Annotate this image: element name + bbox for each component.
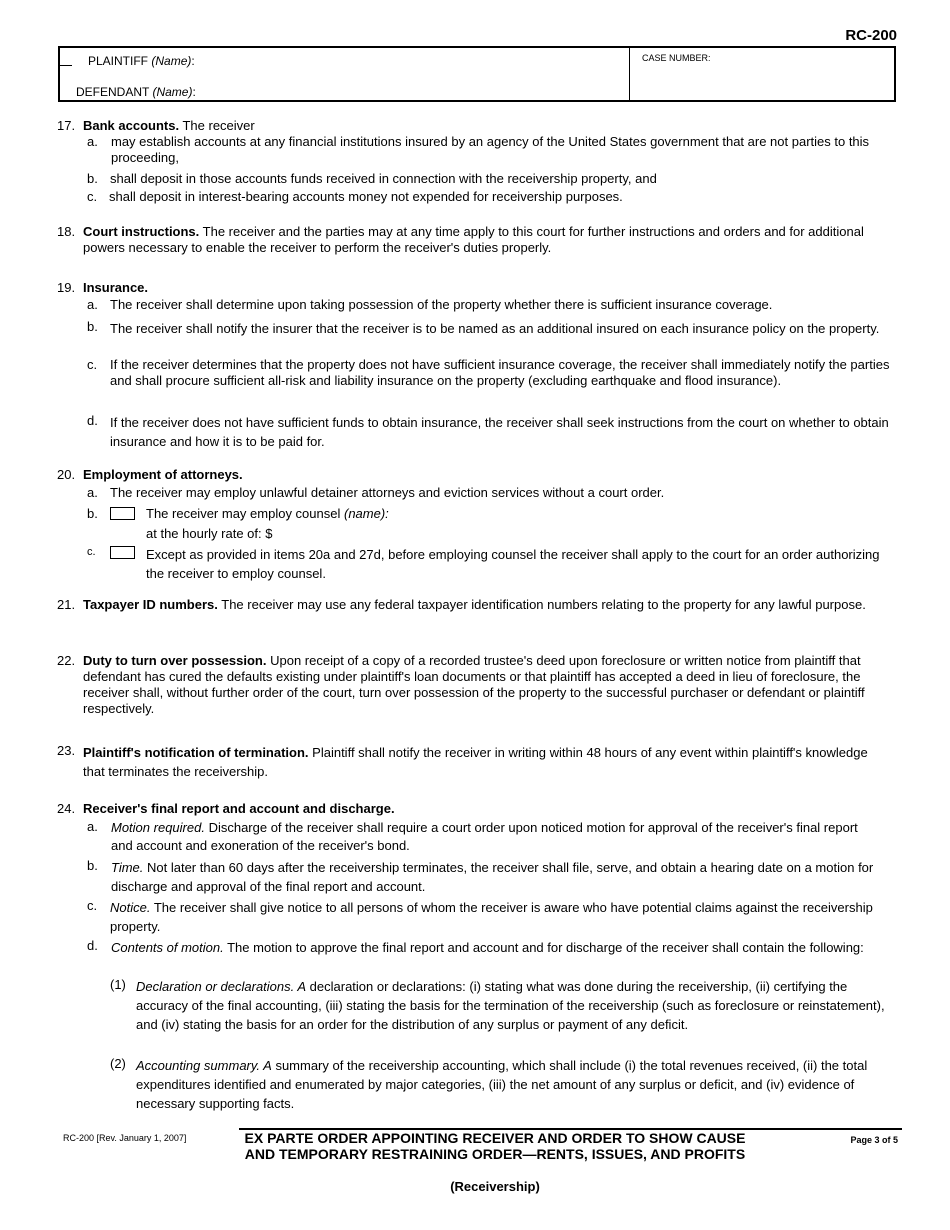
- item-22-text: Duty to turn over possession. Upon receipt of a copy of a recorded trustee's deed upon foreclosure or written notice from plaintiff that defendant has cured the defaults existing under plaintiff's loan documents or that plaintiff has accepted a deed in lieu of foreclosure, the receiver shall, without further order of the court, turn over possession of the property to the successful purchaser or defendant or plaintiff respectively.: [83, 653, 865, 716]
- defendant-field[interactable]: DEFENDANT (Name):: [76, 85, 196, 99]
- defendant-label: DEFENDANT: [76, 85, 150, 99]
- item-20a-text: The receiver may employ unlawful detainer attorneys and eviction services without a court order.: [110, 485, 665, 500]
- item-24a-label: a.: [87, 819, 98, 834]
- item-24d2-label: (2): [110, 1056, 126, 1071]
- item-24b-label: b.: [87, 858, 98, 873]
- item-20-number: 20.: [57, 467, 76, 482]
- item-18-text: Court instructions. The receiver and the parties may at any time apply to this court for further instructions and orders and for additional powers necessary to enable the receiver to perform the receiver's duties properly.: [83, 224, 864, 255]
- item-19a-text: The receiver shall determine upon taking possession of the property whether there is sufficient insurance coverage.: [110, 297, 773, 312]
- item-24d2-text: Accounting summary. A summary of the receivership accounting, which shall include (i) the total revenues received, (ii) the total expenditures identified and enumerated by major categories, (iii) the net amount of any surplus or deficit, and (iv) evidence of necessary supporting facts.: [136, 1058, 868, 1111]
- item-20c-text: Except as provided in items 20a and 27d, before employing counsel the receiver shall apply to the court for an order authorizing the receiver to employ counsel.: [146, 547, 880, 581]
- item-24b-text: Time. Not later than 60 days after the receivership terminates, the receiver shall file, serve, and obtain a hearing date on a motion for discharge and approval of the final report and account.: [111, 860, 874, 894]
- plaintiff-field[interactable]: PLAINTIFF (Name):: [88, 54, 195, 68]
- item-20-heading: Employment of attorneys.: [83, 467, 243, 482]
- item-24d-label: d.: [87, 938, 98, 953]
- case-caption-box: [58, 46, 896, 102]
- item-19b-label: b.: [87, 319, 98, 334]
- plaintiff-label: PLAINTIFF: [88, 54, 149, 68]
- item-24d1-label: (1): [110, 977, 126, 992]
- item-19b-text: The receiver shall notify the insurer that the receiver is to be named as an additional insured on each insurance policy on the property.: [110, 321, 880, 336]
- item-19c-label: c.: [87, 357, 98, 372]
- item-21-text: Taxpayer ID numbers. The receiver may use any federal taxpayer identification numbers relating to the property for any lawful purpose.: [83, 597, 866, 612]
- item-17a-label: a.: [87, 134, 98, 149]
- item-23-text: Plaintiff's notification of termination. Plaintiff shall notify the receiver in writing within 48 hours of any event within plaintiff's knowledge that terminates the receivership.: [83, 745, 868, 779]
- item-17-heading: Bank accounts. The receiver: [83, 118, 255, 133]
- form-id: RC-200: [845, 27, 897, 44]
- item-20c-checkbox[interactable]: [110, 546, 135, 559]
- item-19d-label: d.: [87, 413, 98, 428]
- item-20b-text: The receiver may employ counsel (name):: [146, 506, 389, 521]
- item-20b-label: b.: [87, 506, 98, 521]
- caption-divider: [629, 48, 630, 100]
- footer-form-title: EX PARTE ORDER APPOINTING RECEIVER AND ORDER TO SHOW CAUSE AND TEMPORARY RESTRAINING ORDER—RENTS, ISSUES, AND PROFITS: [244, 1130, 746, 1162]
- item-24d-text: Contents of motion. The motion to approve the final report and account and for discharge of the receiver shall contain the following:: [111, 940, 864, 955]
- item-17c-label: c.: [87, 189, 98, 204]
- item-24c-text: Notice. The receiver shall give notice to all persons of whom the receiver is aware who have potential claims against the receivership property.: [110, 900, 873, 934]
- item-18-number: 18.: [57, 224, 76, 239]
- case-number-field[interactable]: [642, 50, 711, 66]
- item-17b-text: shall deposit in those accounts funds received in connection with the receivership property, and: [110, 171, 657, 186]
- hourly-rate-field[interactable]: at the hourly rate of: $: [146, 526, 273, 541]
- item-20b-checkbox[interactable]: [110, 507, 135, 520]
- item-19c-text: If the receiver determines that the property does not have sufficient insurance coverage, the receiver shall immediately notify the parties and shall procure sufficient all-risk and liability insurance on the property (excluding earthquake and flood insurance).: [110, 357, 890, 388]
- item-17-number: 17.: [57, 118, 76, 133]
- item-24-heading: Receiver's final report and account and discharge.: [83, 801, 395, 816]
- item-19-number: 19.: [57, 280, 76, 295]
- counsel-name-hint: (name):: [343, 506, 389, 521]
- item-24a-text: Motion required. Discharge of the receiver shall require a court order upon noticed motion for approval of the receiver's final report and account and exoneration of the receiver's bond.: [111, 820, 858, 853]
- item-19d-text: If the receiver does not have sufficient funds to obtain insurance, the receiver shall seek instructions from the court on whether to obtain insurance and how it is to be paid for.: [110, 415, 889, 449]
- item-17b-label: b.: [87, 171, 98, 186]
- item-19a-label: a.: [87, 297, 98, 312]
- item-17c-text: shall deposit in interest-bearing accounts money not expended for receivership purposes.: [109, 189, 623, 204]
- footer-form-revision: RC-200 [Rev. January 1, 2007]: [63, 1133, 187, 1143]
- page-number: Page 3 of 5: [850, 1135, 898, 1145]
- footer-form-subtitle: (Receivership): [450, 1179, 540, 1194]
- item-24-number: 24.: [57, 801, 76, 816]
- item-20a-label: a.: [87, 485, 98, 500]
- item-24d1-text: Declaration or declarations. A declaration or declarations: (i) stating what was done during the receivership, (ii) certifying the accuracy of the final accounting, (iii) stating the basis for the termination of the receivership (such as foreclosure or reinstatement), and (iv) stating the basis for an order for the distribution of any surplus or payment of any deficit.: [136, 979, 885, 1032]
- case-number-label: CASE NUMBER:: [642, 53, 711, 63]
- plaintiff-name-hint: (Name): [151, 54, 192, 68]
- defendant-name-hint: (Name): [152, 85, 193, 99]
- item-22-number: 22.: [57, 653, 76, 668]
- caption-tick: [60, 65, 72, 66]
- item-23-number: 23.: [57, 743, 76, 758]
- item-20c-label: c.: [87, 546, 96, 558]
- item-24c-label: c.: [87, 898, 98, 913]
- item-17a-text: may establish accounts at any financial institutions insured by an agency of the United States government that are not parties to this proceeding,: [111, 134, 870, 165]
- item-19-heading: Insurance.: [83, 280, 149, 295]
- item-21-number: 21.: [57, 597, 76, 612]
